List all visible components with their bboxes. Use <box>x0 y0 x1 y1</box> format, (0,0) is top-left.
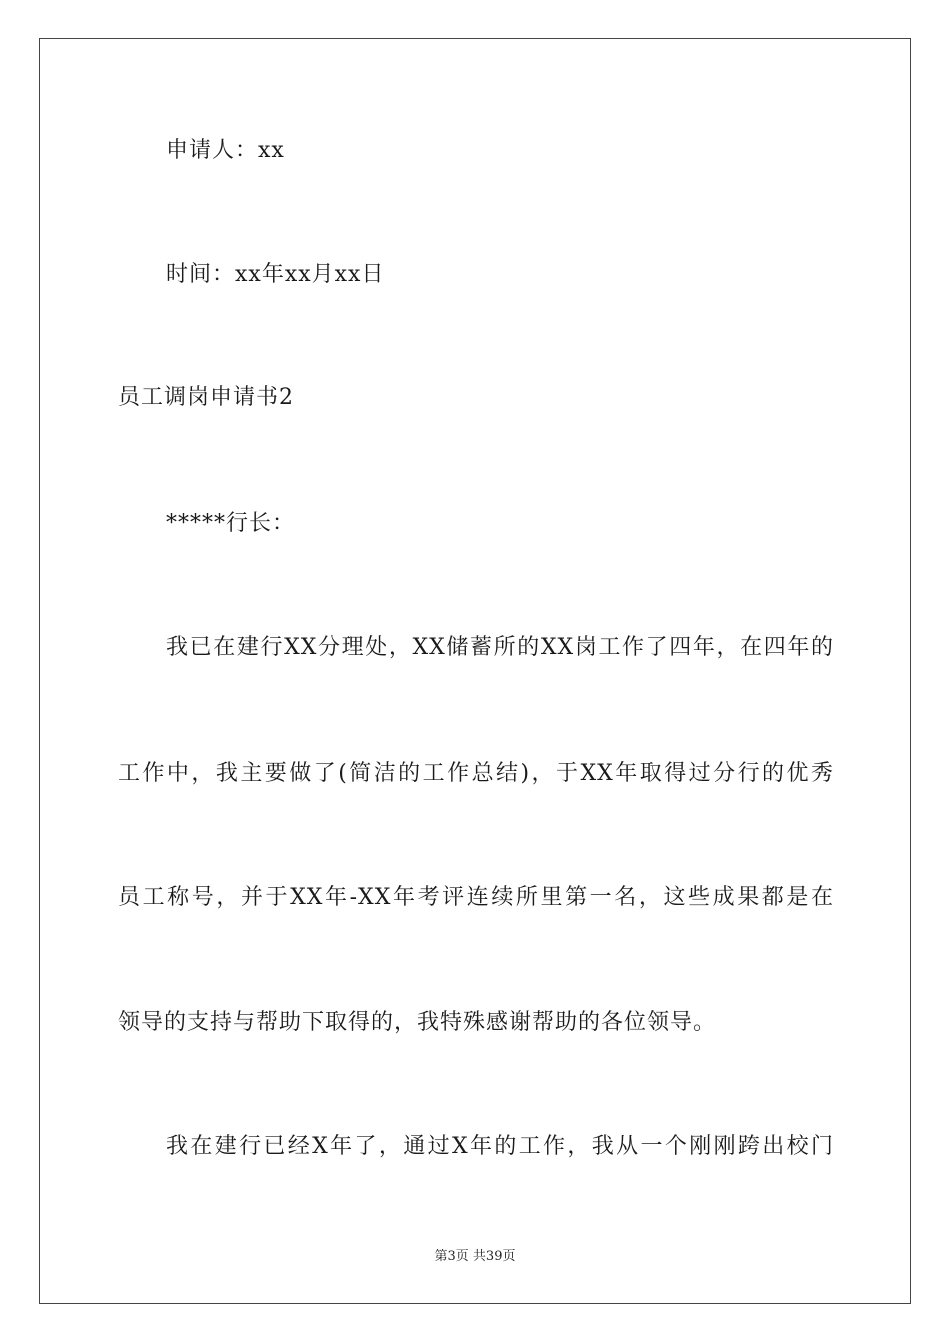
paragraph-line: 领导的支持与帮助下取得的，我特殊感谢帮助的各位领导。 <box>118 1010 717 1035</box>
section-title: 员工调岗申请书2 <box>118 385 294 410</box>
paragraph-line: 工作中，我主要做了(简洁的工作总结)，于XX年取得过分行的优秀 <box>118 761 834 786</box>
page-number-footer: 第3页 共39页 <box>434 1249 516 1264</box>
date-line: 时间：xx年xx月xx日 <box>166 262 385 287</box>
salutation-line: *****行长： <box>166 511 296 536</box>
paragraph-line: 我已在建行XX分理处，XX储蓄所的XX岗工作了四年，在四年的 <box>166 635 834 660</box>
applicant-line: 申请人：xx <box>166 138 285 163</box>
page-border <box>39 38 911 1304</box>
paragraph-line: 员工称号，并于XX年-XX年考评连续所里第一名，这些成果都是在 <box>118 885 834 910</box>
paragraph-line: 我在建行已经X年了，通过X年的工作，我从一个刚刚跨出校门 <box>166 1134 834 1159</box>
